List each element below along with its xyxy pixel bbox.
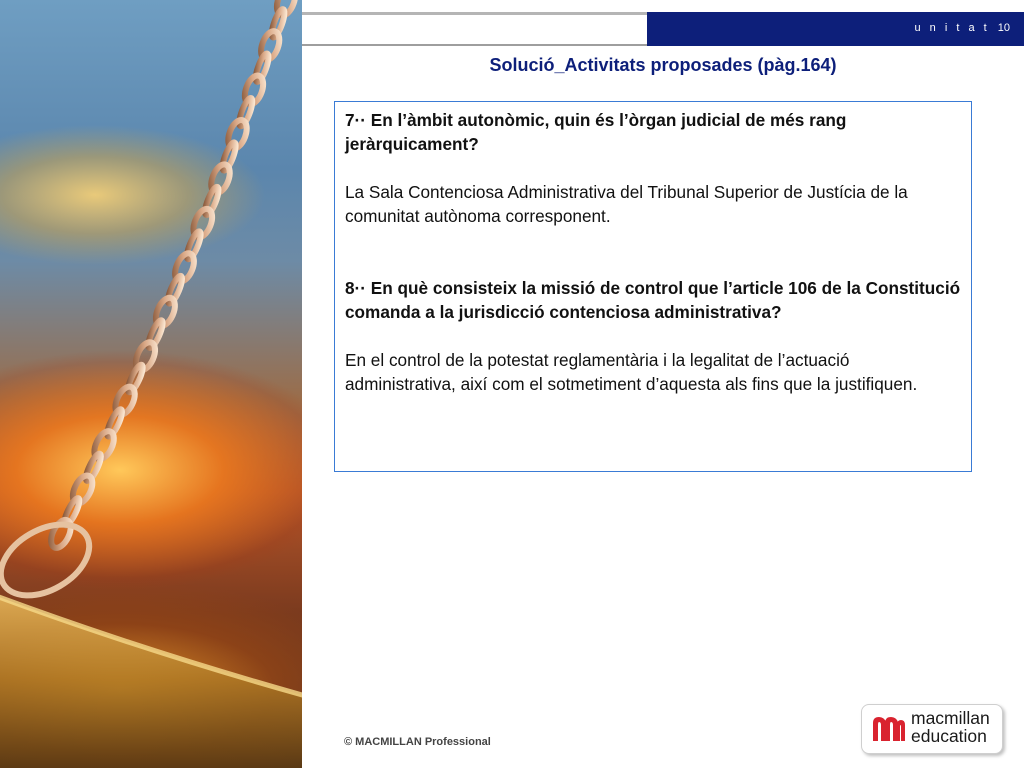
answer-8: En el control de la potestat reglamentària i la legalitat de l’actuació administrativa, així com el sotmetiment d’aquesta als fins que la justifiquen. — [345, 350, 918, 394]
unit-label-text: u n i t a t — [914, 22, 990, 34]
page-title: Solució_Activitats proposades (pàg.164) — [489, 55, 837, 75]
macmillan-m-icon — [871, 713, 907, 743]
scales-chain-photo — [0, 0, 302, 768]
copyright-notice: © MACMILLAN Professional — [344, 736, 491, 748]
unit-header-bar — [647, 12, 1024, 46]
macmillan-education-logo — [861, 704, 1003, 754]
question-7: 7·· En l’àmbit autonòmic, quin és l’òrgan judicial de més rang jeràrquicament? — [345, 110, 847, 154]
chain-illustration — [0, 0, 302, 768]
logo-line-2: education — [911, 726, 987, 746]
solution-box — [334, 101, 972, 472]
header-rule-bottom — [302, 44, 647, 46]
unit-number: 10 — [997, 22, 1010, 34]
qa-item-8 — [345, 276, 961, 396]
question-8: 8·· En què consisteix la missió de control que l’article 106 de la Constitució comanda a la jurisdicció contenciosa administrativa? — [345, 278, 961, 322]
logo-text — [911, 709, 990, 745]
qa-item-7 — [345, 108, 961, 228]
answer-7: La Sala Contenciosa Administrativa del Tribunal Superior de Justícia de la comunitat autònoma corresponent. — [345, 182, 908, 226]
header-rule-top — [302, 12, 647, 15]
logo-line-1: macmillan — [911, 708, 990, 728]
unit-label — [914, 22, 1010, 34]
